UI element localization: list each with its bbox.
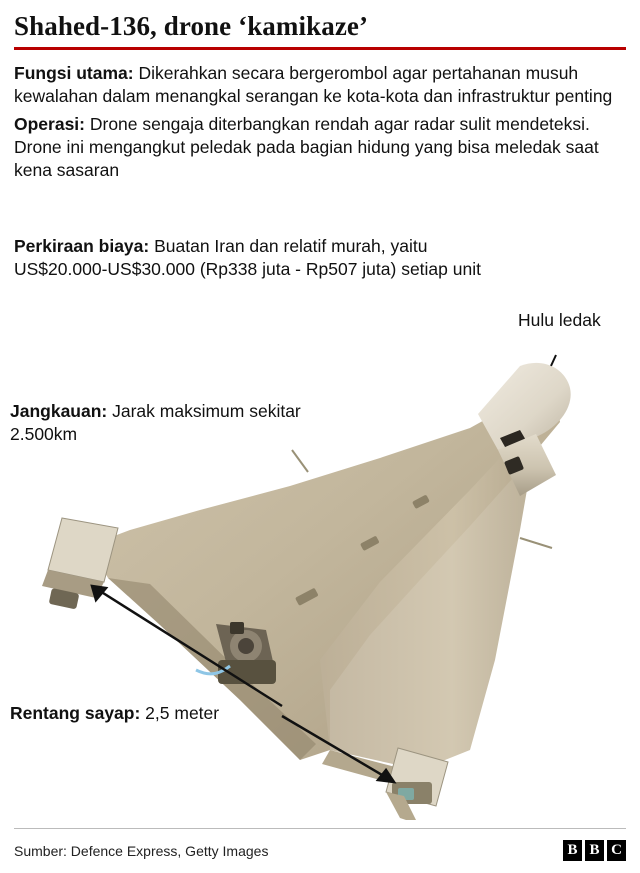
antenna-right bbox=[520, 538, 552, 548]
bbc-logo-letter-2: B bbox=[585, 840, 604, 861]
title-divider bbox=[14, 47, 626, 50]
label-fungsi-utama: Fungsi utama: bbox=[14, 63, 134, 83]
footer-divider bbox=[14, 828, 626, 829]
source-credit: Sumber: Defence Express, Getty Images bbox=[14, 843, 269, 859]
text-operasi: Drone sengaja diterbangkan rendah agar radar sulit mendeteksi. Drone ini mengangkut peledak pada bagian hidung yang bisa meledak saat kena sasaran bbox=[14, 113, 599, 181]
description-block-cost bbox=[14, 235, 514, 282]
drone-photo bbox=[0, 330, 640, 820]
paragraph-operasi bbox=[14, 113, 622, 183]
antenna-upper bbox=[292, 450, 308, 472]
label-jangkauan: Jangkauan: bbox=[10, 401, 108, 421]
bbc-logo bbox=[563, 840, 626, 861]
text-jangkauan: Jarak maksimum sekitar 2.500km bbox=[10, 401, 301, 445]
page-title: Shahed-136, drone ‘kamikaze’ bbox=[14, 11, 369, 41]
bbc-logo-letter-3: C bbox=[607, 840, 626, 861]
warhead-nose bbox=[478, 363, 571, 450]
paragraph-fungsi bbox=[14, 62, 622, 109]
text-rentang-sayap: 2,5 meter bbox=[140, 703, 220, 723]
label-rentang-sayap: Rentang sayap: bbox=[10, 703, 141, 723]
drone-airframe bbox=[90, 363, 571, 792]
label-perkiraan-biaya: Perkiraan biaya: bbox=[14, 236, 150, 256]
bbc-logo-letter-1: B bbox=[563, 840, 582, 861]
description-block-function bbox=[14, 62, 622, 182]
callout-hulu-ledak: Hulu ledak bbox=[518, 310, 601, 330]
text-fungsi-utama: Dikerahkan secara bergerombol agar pertahanan musuh kewalahan dalam menangkal serangan ke kota-kota dan infrastruktur penting bbox=[14, 63, 613, 107]
label-operasi: Operasi: bbox=[14, 113, 85, 134]
text-perkiraan-biaya: Buatan Iran dan relatif murah, yaitu US$20.000-US$30.000 (Rp338 juta - Rp507 juta) setiap unit bbox=[14, 236, 481, 280]
